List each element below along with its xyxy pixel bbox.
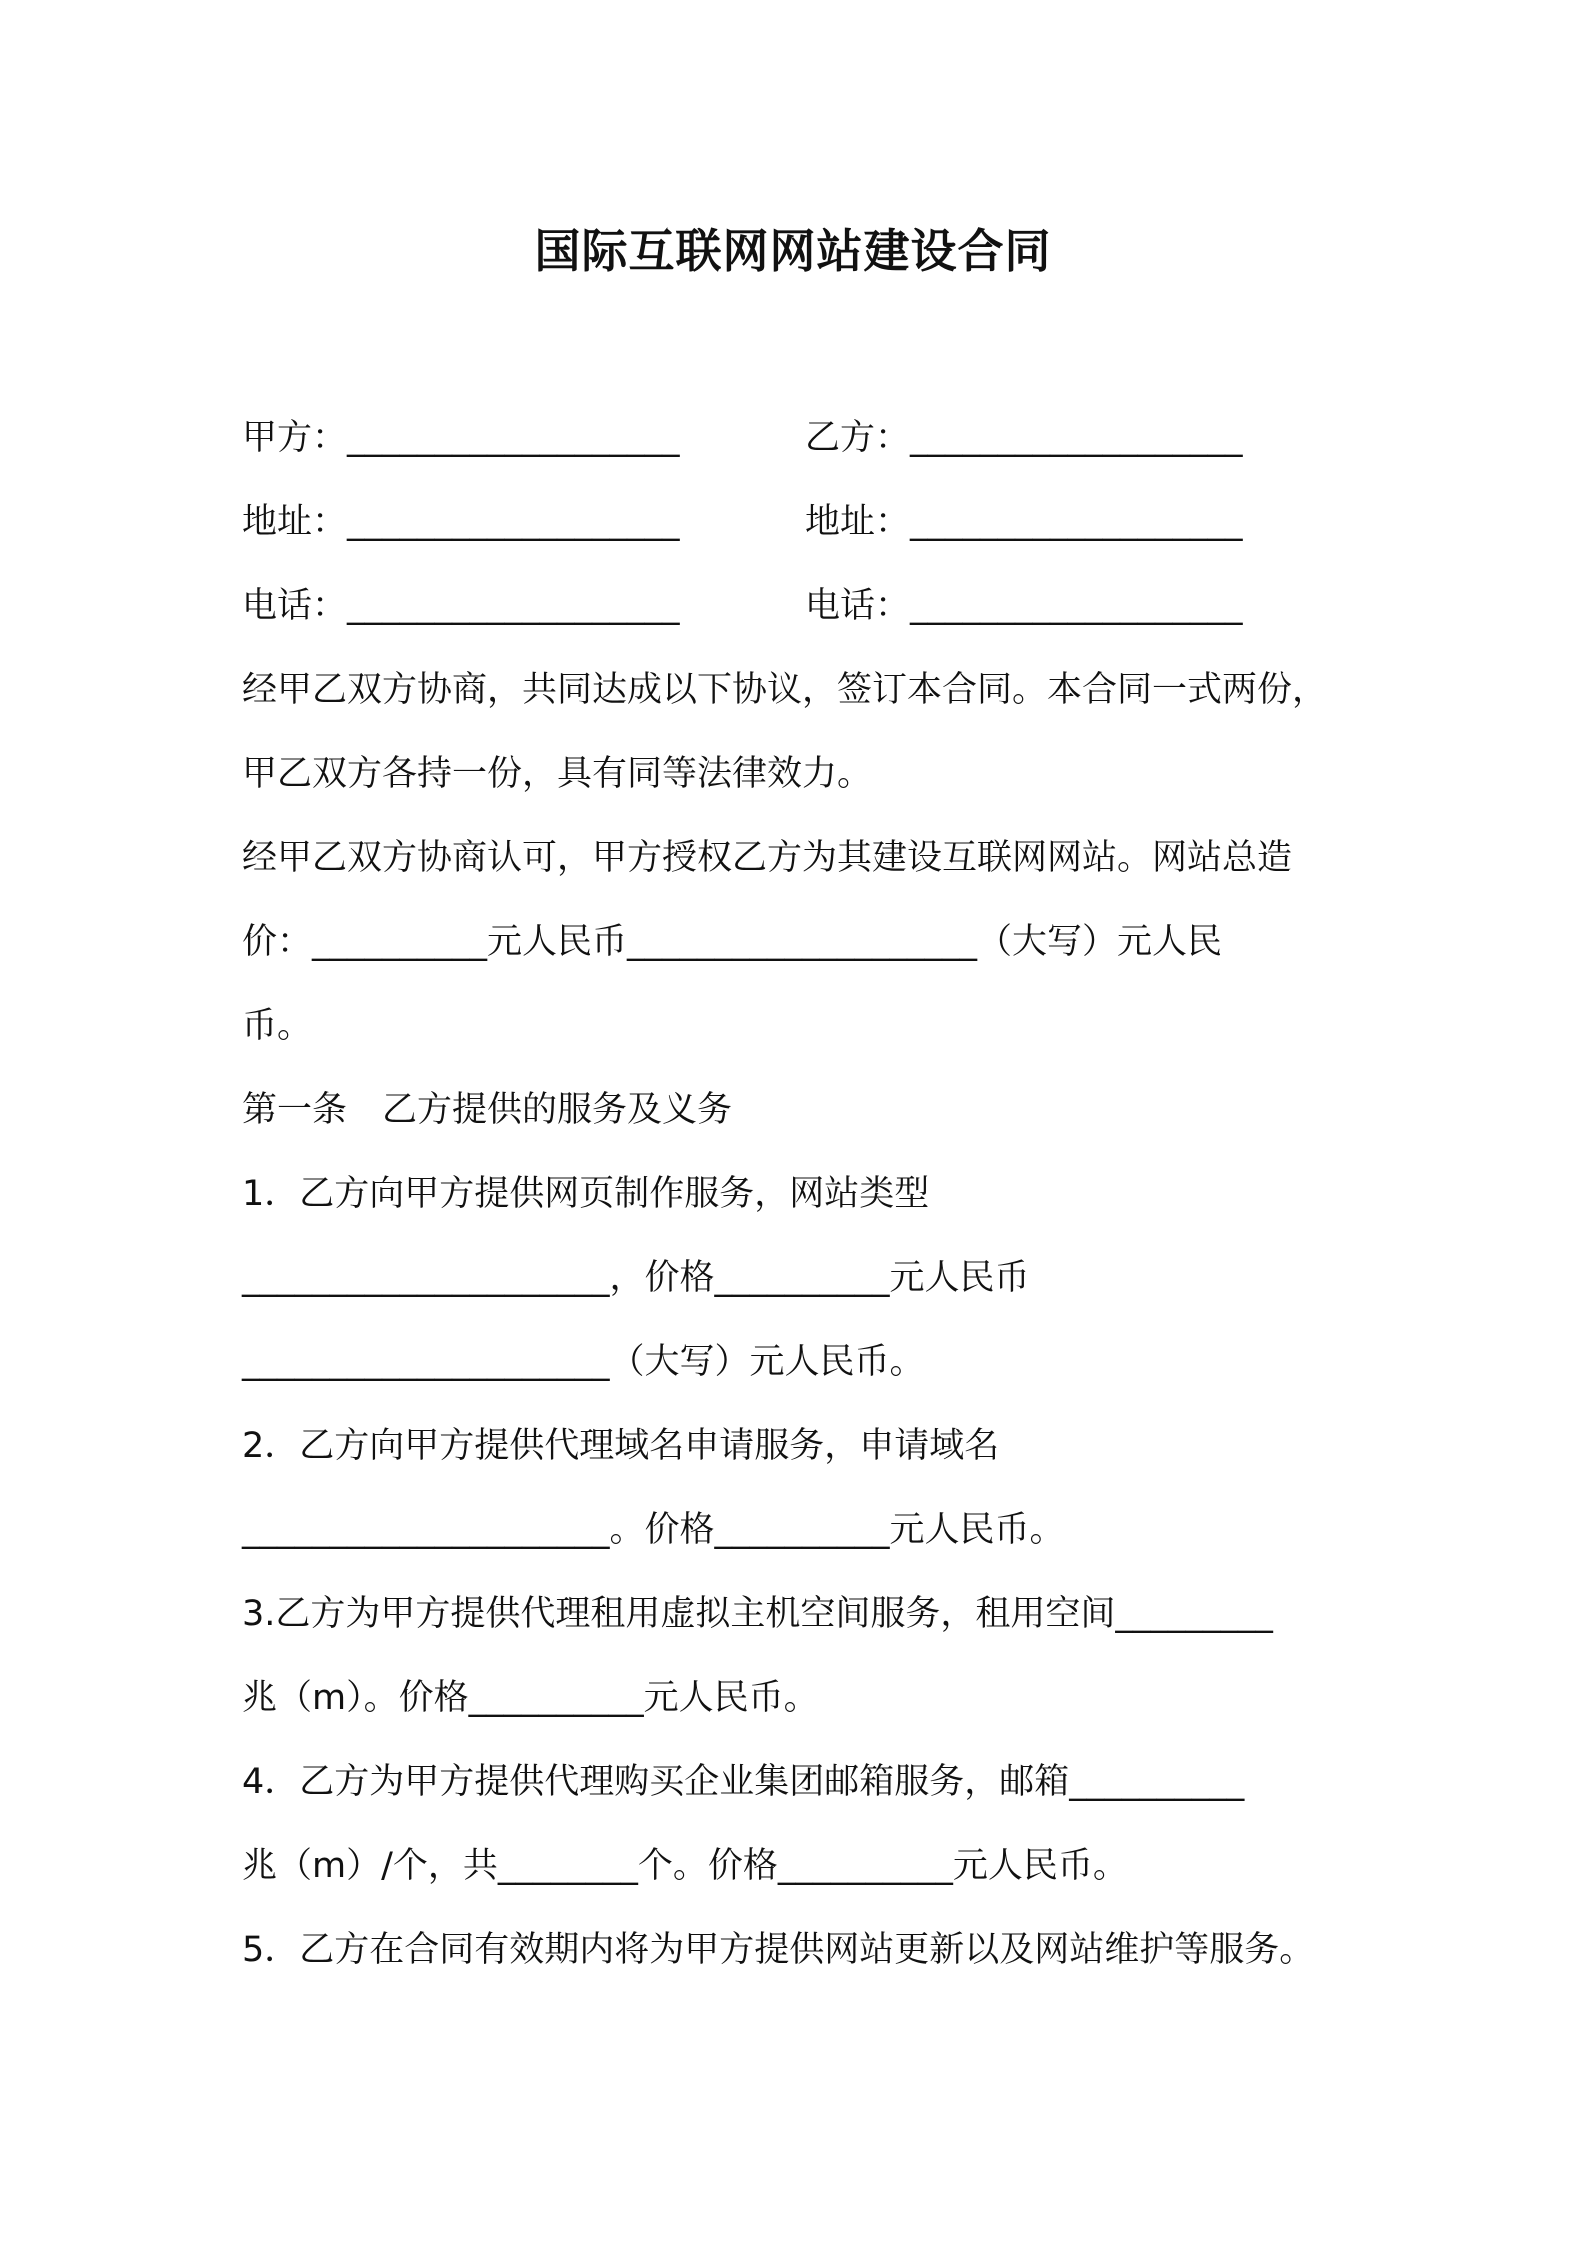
- body-line: 甲乙双方各持一份，具有同等法律效力。: [242, 754, 873, 794]
- section-heading: 第一条 乙方提供的服务及义务: [242, 1090, 733, 1130]
- clause-line: 兆（m）。价格__________元人民币。: [242, 1678, 819, 1718]
- body-line: 币。: [242, 1006, 313, 1046]
- document-title: 国际互联网网站建设合同: [534, 224, 1052, 278]
- body-line: 价：__________元人民币____________________（大写）元人民: [242, 922, 1223, 962]
- phone-a-line: 电话：___________________: [242, 586, 680, 626]
- address-a-line: 地址：___________________: [242, 502, 680, 542]
- clause-line: 2．乙方向甲方提供代理域名申请服务，申请域名: [242, 1426, 1000, 1466]
- party-a-line: 甲方：___________________: [242, 418, 680, 458]
- body-line: 经甲乙双方协商认可，甲方授权乙方为其建设互联网网站。网站总造: [242, 838, 1293, 878]
- phone-b-line: 电话：___________________: [805, 586, 1243, 626]
- clause-line: 兆（m）/个，共________个。价格__________元人民币。: [242, 1846, 1128, 1886]
- clause-line: 1．乙方向甲方提供网页制作服务，网站类型: [242, 1174, 930, 1214]
- clause-line: 4．乙方为甲方提供代理购买企业集团邮箱服务，邮箱__________: [242, 1762, 1245, 1802]
- clause-line: 3.乙方为甲方提供代理租用虚拟主机空间服务，租用空间_________: [242, 1594, 1273, 1634]
- address-b-line: 地址：___________________: [805, 502, 1243, 542]
- clause-line: 5．乙方在合同有效期内将为甲方提供网站更新以及网站维护等服务。: [242, 1930, 1315, 1970]
- party-b-line: 乙方：___________________: [805, 418, 1243, 458]
- clause-line: _____________________，价格__________元人民币: [242, 1258, 1030, 1298]
- body-line: 经甲乙双方协商，共同达成以下协议，签订本合同。本合同一式两份，: [242, 670, 1328, 710]
- clause-line: _____________________。价格__________元人民币。: [242, 1510, 1065, 1550]
- clause-line: _____________________（大写）元人民币。: [242, 1342, 925, 1382]
